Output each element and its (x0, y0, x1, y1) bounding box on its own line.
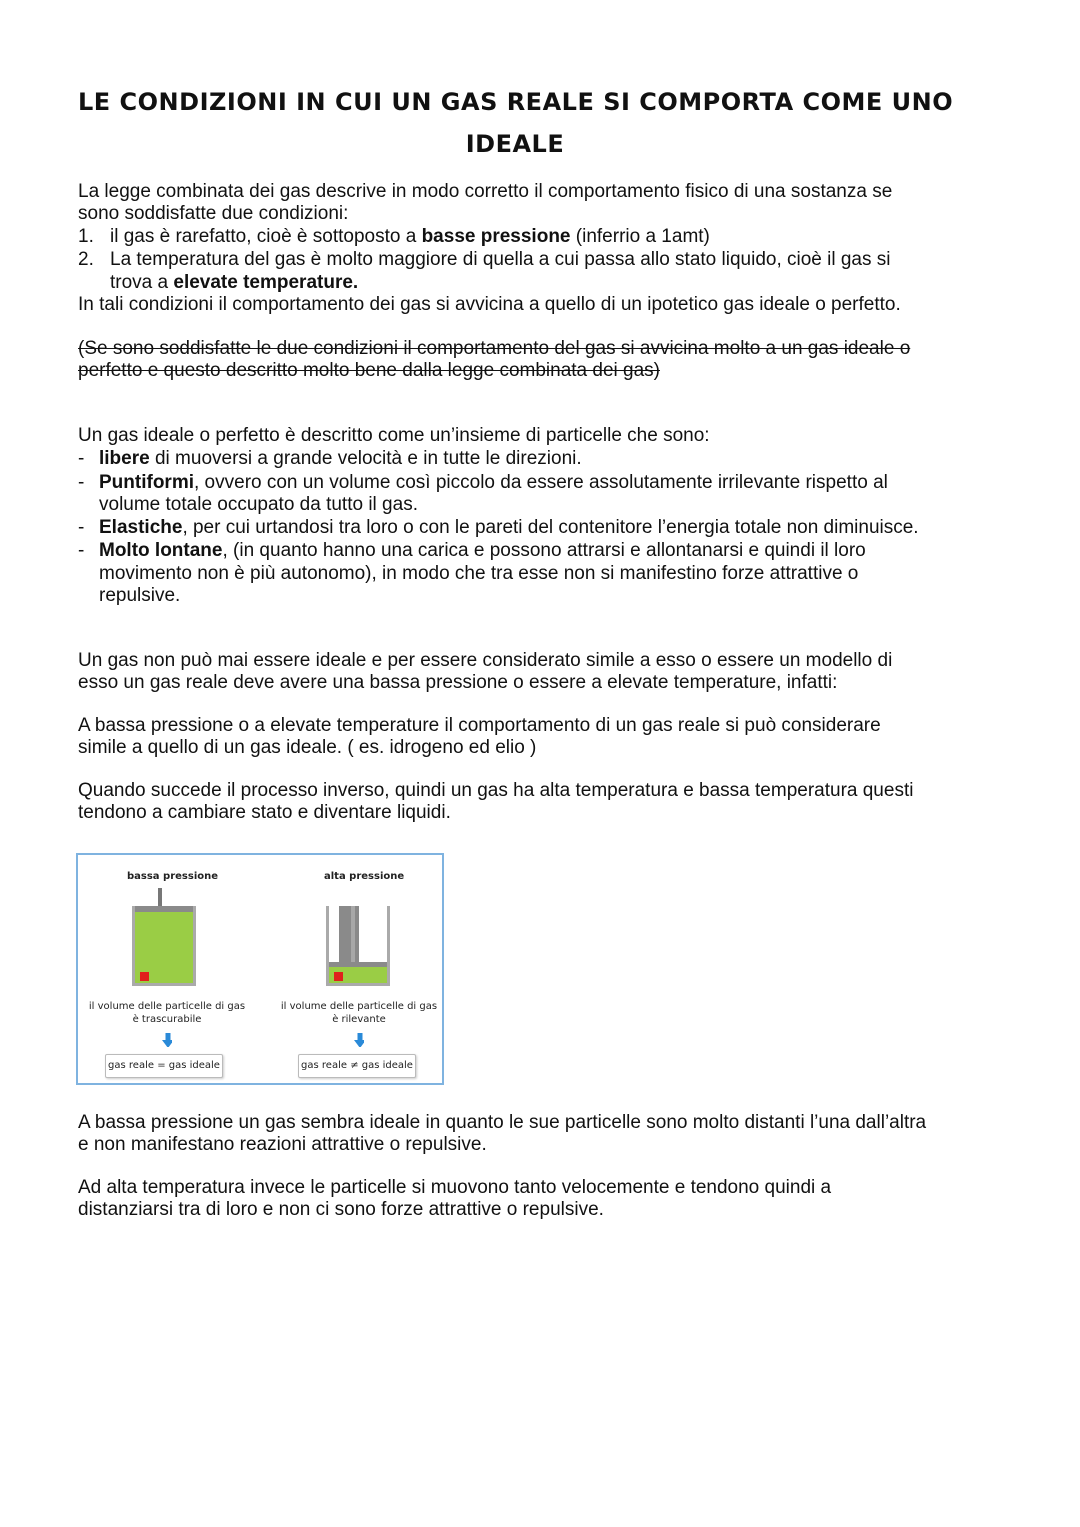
ideal-item-4 (99, 540, 999, 562)
low-pressure-caption-line1: il volume delle particelle di gas (88, 1001, 246, 1012)
arrow-down-icon (354, 1033, 364, 1047)
condition-1-tail: (inferrio a 1amt) (570, 226, 710, 247)
page-title-line1: LE CONDIZIONI IN CUI UN GAS REALE SI COMPORTA COME UNO (78, 88, 954, 116)
ideal-item-2-bold: Puntiformi (99, 472, 194, 493)
intro-conclusion: In tali condizioni il comportamento dei gas si avvicina a quello di un ipotetico gas ideale o perfetto. (78, 294, 901, 315)
outro-p2-line2: distanziarsi tra di loro e non ci sono forze attrattive o repulsive. (78, 1199, 604, 1220)
page-title-line2: IDEALE (465, 130, 565, 158)
cylinder-base (132, 983, 196, 986)
ideal-item-3-text: , per cui urtandosi tra loro o con le pareti del contenitore l’energia totale non diminuisce. (182, 517, 919, 538)
low-pressure-cylinder (128, 888, 208, 988)
ideal-item-3 (99, 517, 999, 539)
piston (135, 906, 193, 912)
high-pressure-caption-line1: il volume delle particelle di gas (280, 1001, 438, 1012)
high-pressure-title: alta pressione (324, 871, 405, 882)
ideal-item-4-line3: repulsive. (99, 585, 181, 606)
cylinder-wall-right (193, 906, 196, 986)
real-gas-p1-line2: esso un gas reale deve avere una bassa pressione o essere a elevate temperature, infatti: (78, 672, 838, 693)
piston-rod (339, 906, 359, 966)
piston-rod-highlight (351, 906, 355, 966)
list-dash: - (78, 472, 85, 493)
real-gas-p3-line1: Quando succede il processo inverso, quindi un gas ha alta temperatura e bassa temperatura questi (78, 780, 914, 801)
ideal-item-1-bold: libere (99, 448, 150, 469)
condition-2-text: trova a (110, 272, 174, 293)
ideal-item-4-line2: movimento non è più autonomo), in modo che tra esse non si manifestino forze attrattive o (99, 563, 859, 584)
real-gas-p2-line1: A bassa pressione o a elevate temperature il comportamento di un gas reale si può considerare (78, 715, 881, 736)
condition-1-bold: basse pressione (421, 226, 571, 247)
outro-p1-line2: e non manifestano reazioni attrattive o repulsive. (78, 1134, 487, 1155)
ideal-item-1-text: di muoversi a grande velocità e in tutte le direzioni. (149, 448, 582, 469)
cylinder-wall-left (132, 906, 135, 986)
cylinder-wall-left (326, 906, 329, 986)
outro-p1-line1: A bassa pressione un gas sembra ideale in quanto le sue particelle sono molto distanti l’una dall’altra (78, 1112, 927, 1133)
ideal-item-2-text: , ovvero con un volume così piccolo da essere assolutamente irrilevante rispetto al (194, 472, 888, 493)
ideal-item-3-bold: Elastiche (99, 517, 183, 538)
low-pressure-result: gas reale = gas ideale (105, 1054, 223, 1078)
list-dash: - (78, 540, 85, 561)
condition-2-line1: La temperatura del gas è molto maggiore di quella a cui passa allo stato liquido, cioè il gas si (110, 249, 891, 270)
piston (329, 962, 387, 967)
particle-volume (334, 972, 343, 981)
particle-volume (140, 972, 149, 981)
real-gas-p1-line1: Un gas non può mai essere ideale e per essere considerato simile a esso o essere un modello di (78, 650, 893, 671)
outro-p2-line1: Ad alta temperatura invece le particelle si muovono tanto velocemente e tendono quindi a (78, 1177, 832, 1198)
struck-text-line1: (Se sono soddisfatte le due condizioni il comportamento del gas si avvicina molto a un gas ideale o (78, 338, 911, 359)
piston-rod (158, 888, 162, 906)
intro-text-b: sono soddisfatte due condizioni: (78, 203, 349, 224)
real-gas-p3-line2: tendono a cambiare stato e diventare liquidi. (78, 802, 451, 823)
list-dash: - (78, 448, 85, 469)
cylinder-wall-right (387, 906, 390, 986)
low-pressure-caption-line2: è trascurabile (132, 1014, 202, 1025)
ideal-gas-lead: Un gas ideale o perfetto è descritto come un’insieme di particelle che sono: (78, 425, 710, 446)
condition-2-line2 (110, 272, 990, 294)
pressure-diagram (76, 853, 444, 1085)
real-gas-p2-line2: simile a quello di un gas ideale. ( es. idrogeno ed elio ) (78, 737, 537, 758)
low-pressure-caption (87, 1000, 247, 1026)
low-pressure-title: bassa pressione (127, 871, 219, 882)
high-pressure-caption (279, 1000, 439, 1026)
ideal-item-4-bold: Molto lontane (99, 540, 223, 561)
condition-1-number: 1. (78, 226, 94, 247)
condition-1-text: il gas è rarefatto, cioè è sottoposto a (110, 226, 422, 247)
high-pressure-cylinder (322, 888, 402, 988)
ideal-item-4-text: , (in quanto hanno una carica e possono attrarsi e allontanarsi e quindi il loro (222, 540, 866, 561)
condition-2-bold: elevate temperature. (173, 272, 359, 293)
high-pressure-result: gas reale ≠ gas ideale (298, 1054, 416, 1078)
ideal-item-1 (99, 448, 999, 470)
list-dash: - (78, 517, 85, 538)
condition-2-number: 2. (78, 249, 94, 270)
intro-text-a: La legge combinata dei gas descrive in modo corretto il comportamento fisico di una sostanza se (78, 181, 893, 202)
struck-text-line2: perfetto e questo descritto molto bene dalla legge combinata dei gas) (78, 360, 660, 381)
high-pressure-caption-line2: è rilevante (332, 1014, 386, 1025)
cylinder-base (326, 983, 390, 986)
ideal-item-2 (99, 472, 999, 494)
condition-1 (110, 226, 990, 248)
ideal-item-2-line2: volume totale occupato da tutto il gas. (99, 494, 418, 515)
arrow-down-icon (162, 1033, 172, 1047)
